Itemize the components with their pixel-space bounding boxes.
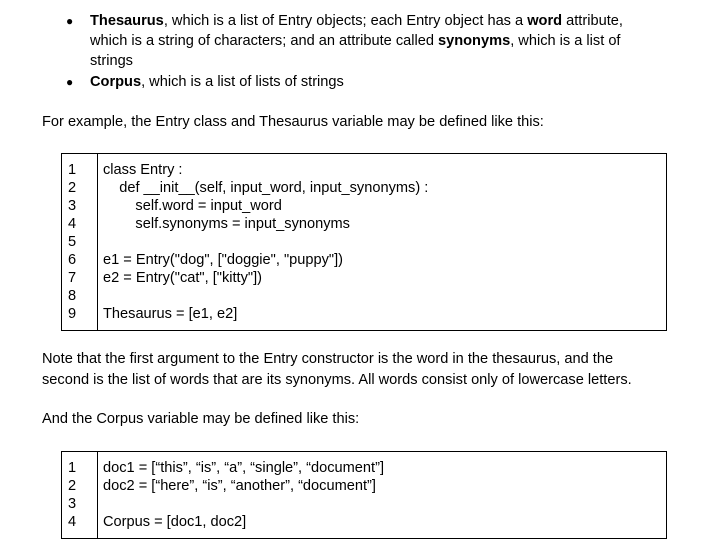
- line-number: 3: [68, 496, 77, 512]
- code-text: e2 = Entry("cat", ["kitty"]): [103, 270, 262, 286]
- code-text: self.synonyms = input_synonyms: [103, 216, 350, 232]
- line-number: 7: [68, 270, 77, 286]
- code-text: doc1 = [“this”, “is”, “a”, “single”, “document”]: [103, 460, 385, 476]
- line-number: 2: [68, 180, 77, 196]
- code-block-corpus: [61, 451, 667, 539]
- line-number: 3: [68, 198, 77, 214]
- code-line: [62, 197, 666, 215]
- term: Thesaurus: [90, 13, 164, 29]
- code-line: [62, 215, 666, 233]
- line-number: 1: [68, 460, 77, 476]
- code-text: e1 = Entry("dog", ["doggie", "puppy"]): [103, 252, 343, 268]
- line-number: 1: [68, 162, 77, 178]
- line-number: 4: [68, 216, 77, 232]
- term: Corpus: [90, 74, 142, 90]
- bullet-thesaurus: [66, 11, 690, 71]
- bullet-line: which is a string of characters; and an attribute called synonyms, which is a list of: [90, 33, 621, 49]
- code-text: def __init__(self, input_word, input_synonyms) :: [103, 180, 429, 196]
- code-text: self.word = input_word: [103, 198, 282, 214]
- line-number: 8: [68, 288, 77, 304]
- paragraph-corpus: And the Corpus variable may be defined like this:: [42, 411, 360, 427]
- code-line: [62, 251, 666, 269]
- line-number: 9: [68, 306, 77, 322]
- code-text: Corpus = [doc1, doc2]: [103, 514, 247, 530]
- code-line: [62, 179, 666, 197]
- line-number: 5: [68, 234, 77, 250]
- code-line: [62, 233, 666, 251]
- code-line: [62, 305, 666, 323]
- bullet-line: Thesaurus, which is a list of Entry objects; each Entry object has a word attribute,: [90, 13, 623, 29]
- bullet-dot: ●: [66, 14, 74, 28]
- code-block-entry: [61, 153, 667, 331]
- line-number: 4: [68, 514, 77, 530]
- code-line: [62, 287, 666, 305]
- code-line: [62, 513, 666, 531]
- code-line: [62, 161, 666, 179]
- code-text: Thesaurus = [e1, e2]: [103, 306, 238, 322]
- line-number: 2: [68, 478, 77, 494]
- code-line: [62, 495, 666, 513]
- paragraph-note: Note that the first argument to the Entry constructor is the word in the thesaurus, and the second is the list of words that are its synonyms. All words consist only of lowercase letters.: [42, 351, 632, 388]
- code-line: [62, 477, 666, 495]
- paragraph-example: For example, the Entry class and Thesaurus variable may be defined like this:: [42, 114, 544, 130]
- code-line: [62, 459, 666, 477]
- bullet-corpus: ● Corpus, which is a list of lists of strings: [66, 74, 344, 90]
- code-text: class Entry :: [103, 162, 183, 178]
- code-text: doc2 = [“here”, “is”, “another”, “document”]: [103, 478, 376, 494]
- bullet-dot: ●: [66, 75, 74, 89]
- bullet-line: strings: [90, 53, 133, 69]
- code-line: [62, 269, 666, 287]
- line-number: 6: [68, 252, 77, 268]
